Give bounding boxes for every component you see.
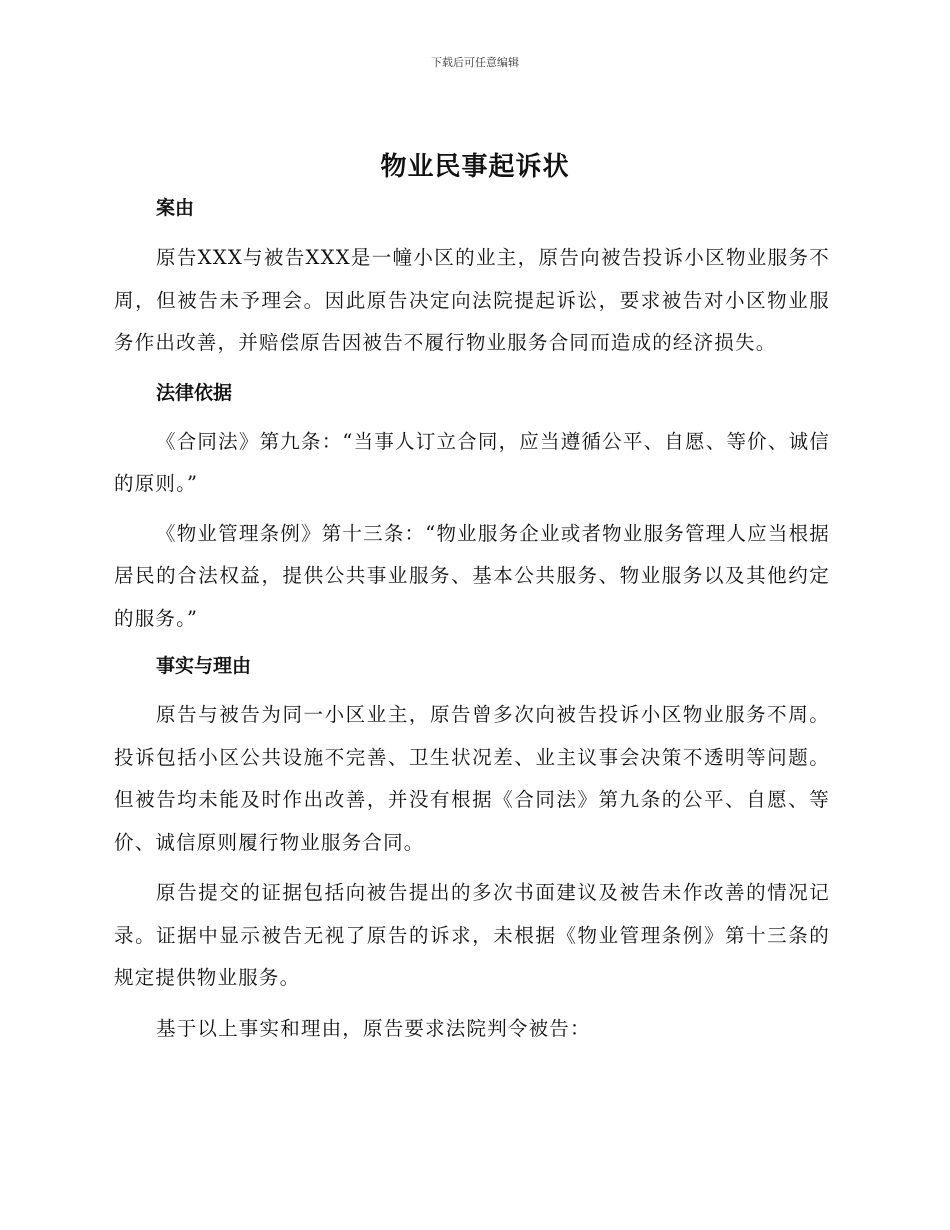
legal-basis-paragraph-1: 《合同法》第九条：“当事人订立合同，应当遵循公平、自愿、等价、诚信的原则。” [114,429,830,495]
document-title: 物业民事起诉状 [380,152,570,182]
section-heading-legal-basis: 法律依据 [156,381,233,404]
document-body [114,188,830,1050]
section-heading-facts-reasons: 事实与理由 [156,655,252,677]
facts-paragraph-2: 原告提交的证据包括向被告提出的多次书面建议及被告未作改善的情况记录。证据中显示被告无视了原告的诉求，未根据《物业管理条例》第十三条的规定提供物业服务。 [114,881,830,989]
legal-basis-paragraph-2: 《物业管理条例》第十三条：“物业服务企业或者物业服务管理人应当根据居民的合法权益，提供公共事业服务、基本公共服务、物业服务以及其他约定的服务。” [114,521,830,630]
header-note: 下载后可任意编辑 [431,56,519,69]
facts-paragraph-1: 原告与被告为同一小区业主，原告曾多次向被告投诉小区物业服务不周。投诉包括小区公共设施不完善、卫生状况差、业主议事会决策不透明等问题。但被告均未能及时作出改善，并没有根据《合同法》第九条的公平、自愿、等价、诚信原则履行物业服务合同。 [114,703,830,854]
cause-paragraph: 原告XXX与被告XXX是一幢小区的业主，原告向被告投诉小区物业服务不周，但被告未予理会。因此原告决定向法院提起诉讼，要求被告对小区物业服务作出改善，并赔偿原告因被告不履行物业服务合同而造成的经济损失。 [114,246,830,354]
facts-paragraph-3: 基于以上事实和理由，原告要求法院判令被告： [156,1016,591,1040]
section-heading-cause: 案由 [156,197,195,219]
